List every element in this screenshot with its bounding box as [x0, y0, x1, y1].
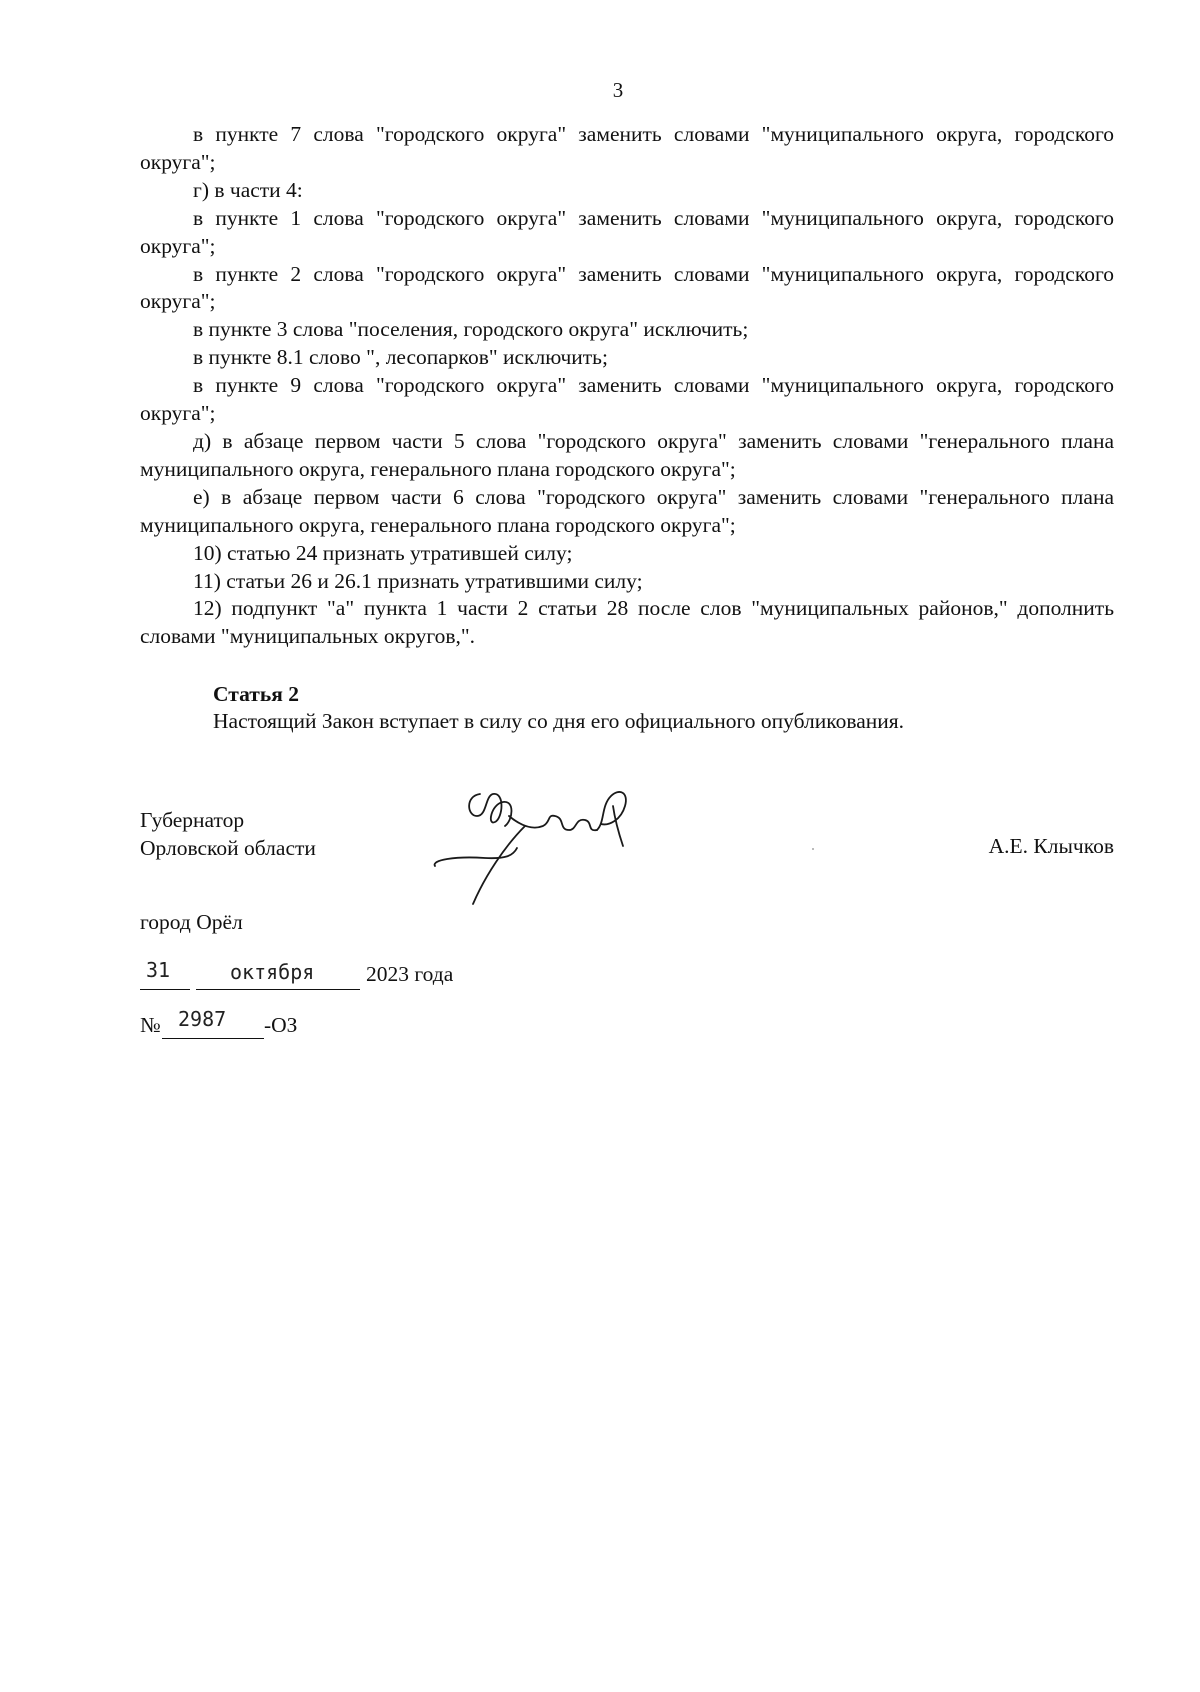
number-sign: № — [140, 1013, 161, 1037]
article-text: Настоящий Закон вступает в силу со дня его официального опубликования. — [213, 709, 905, 733]
handwritten-signature — [425, 786, 650, 911]
law-number: 2987 — [178, 1007, 227, 1031]
city: город Орёл — [140, 910, 243, 934]
date-day: 31 — [146, 958, 171, 982]
paragraph: в пункте 1 слова "городского округа" заменить словами "муниципального округа, городского округа"; — [140, 205, 1114, 258]
scan-speck — [812, 848, 814, 850]
paragraph: в пункте 2 слова "городского округа" заменить словами "муниципального округа, городского округа"; — [140, 261, 1114, 314]
law-number-suffix: -ОЗ — [264, 1013, 298, 1037]
signer-title-line1: Губернатор — [140, 808, 245, 832]
date-month: октября — [230, 960, 315, 984]
month-underline — [196, 988, 360, 990]
signer-title-line2: Орловской области — [140, 836, 316, 860]
paragraph: в пункте 3 слова "поселения, городского округа" исключить; — [193, 317, 749, 342]
paragraph: в пункте 9 слова "городского округа" заменить словами "муниципального округа, городского округа"; — [140, 373, 1114, 426]
signer-name: А.Е. Клычков — [988, 834, 1114, 858]
paragraph: в пункте 8.1 слово ", лесопарков" исключить; — [193, 345, 608, 370]
paragraph: 10) статью 24 признать утратившей силу; — [193, 540, 573, 565]
amendments-body — [140, 121, 1114, 651]
paragraph: в пункте 7 слова "городского округа" заменить словами "муниципального округа, городского округа"; — [140, 122, 1114, 174]
day-underline — [140, 988, 190, 990]
paragraph: 11) статьи 26 и 26.1 признать утратившими силу; — [193, 568, 643, 593]
date-line — [140, 958, 540, 992]
article-heading: Статья 2 — [213, 682, 299, 706]
paragraph: е) в абзаце первом части 6 слова "городского округа" заменить словами "генерального плана муниципального округа, генерального плана городского округа"; — [140, 484, 1114, 537]
signer-title — [140, 806, 316, 862]
number-underline — [162, 1037, 264, 1039]
paragraph: 12) подпункт "а" пункта 1 части 2 статьи 28 после слов "муниципальных районов," дополнить словами "муниципальных округов,". — [140, 596, 1114, 649]
law-number-line — [140, 1007, 440, 1043]
page-number: 3 — [612, 78, 624, 102]
paragraph: д) в абзаце первом части 5 слова "городского округа" заменить словами "генерального плана муниципального округа, генерального плана городского округа"; — [140, 428, 1114, 481]
paragraph: г) в части 4: — [193, 177, 303, 202]
date-year: 2023 года — [366, 962, 454, 986]
